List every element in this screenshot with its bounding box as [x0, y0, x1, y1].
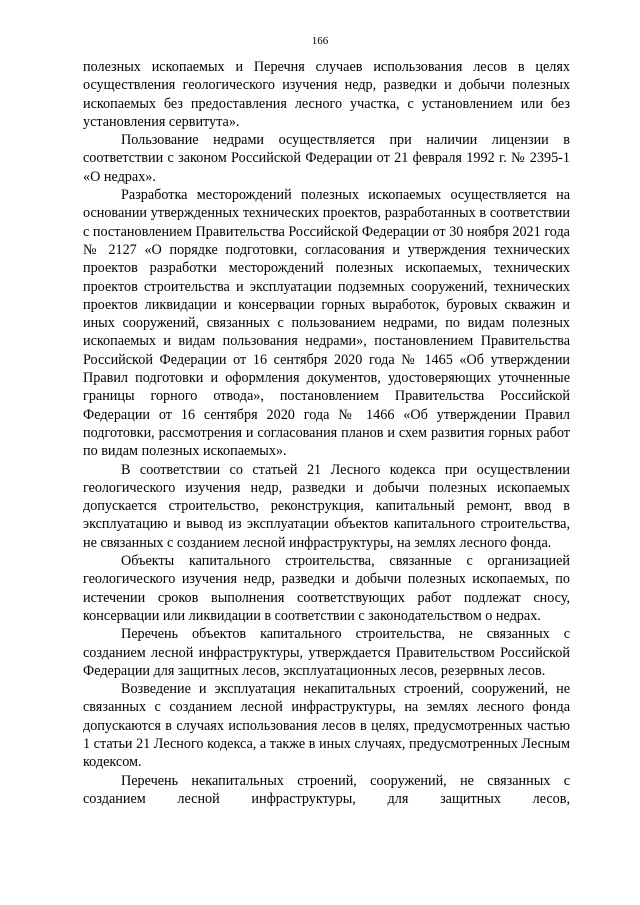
- paragraph-non-capital-structures: Возведение и эксплуатация некапитальных строений, сооружений, не связанных с созданием лесной инфраструктуры, на землях лесного фонда допускаются в случаях использования лесов в целях, предусмотренных частью 1 статьи 21 Лесного кодекса, а также в иных случаях, предусмотренных Лесным кодексом.: [83, 681, 570, 771]
- paragraph-capital-objects: Объекты капитального строительства, связанные с организацией геологического изучения недр, разведки и добычи полезных ископаемых, по истечении сроков выполнения соответствующих работ подлежат сносу, консервации или ликвидации в соответствии с законодательством о недрах.: [83, 553, 570, 624]
- page-number: 166: [311, 35, 329, 47]
- paragraph-subsoil-license: Пользование недрами осуществляется при наличии лицензии в соответствии с законом Российской Федерации от 21 февраля 1992 г. № 2395-1 «О недрах».: [83, 132, 570, 185]
- document-text: [83, 58, 570, 808]
- paragraph-non-capital-list: Перечень некапитальных строений, сооружений, не связанных с созданием лесной инфраструктуры, для защитных лесов,: [83, 772, 570, 807]
- paragraph-capital-objects-list: Перечень объектов капитального строительства, не связанных с созданием лесной инфраструктуры, утверждается Правительством Российской Федерации для защитных лесов, эксплуатационных лесов, резервных лесов.: [83, 626, 570, 679]
- paragraph-continued: полезных ископаемых и Перечня случаев использования лесов в целях осуществления геологического изучения недр, разведки и добычи полезных ископаемых без предоставления лесного участка, с установлением или без установления сервитута».: [83, 59, 570, 130]
- paragraph-deposit-development: Разработка месторождений полезных ископаемых осуществляется на основании утвержденных технических проектов, разработанных в соответствии с постановлением Правительства Российской Федерации от 30 ноября 2021 года № 2127 «О порядке подготовки, согласования и утверждения технических проектов разработки месторождений полезных ископаемых, технических проектов строительства и эксплуатации подземных сооружений, технических проектов ликвидации и консервации горных выработок, буровых скважин и иных сооружений, связанных с пользованием недрами, по видам полезных ископаемых и видам пользования недрами», постановлением Правительства Российской Федерации от 16 сентября 2020 года № 1465 «Об утверждении Правил подготовки и оформления документов, удостоверяющих уточненные границы горного отвода», постановлением Правительства Российской Федерации от 16 сентября 2020 года № 1466 «Об утверждении Правил подготовки, рассмотрения и согласования планов и схем развития горных работ по видам полезных ископаемых».: [83, 187, 570, 460]
- paragraph-article-21: В соответствии со статьей 21 Лесного кодекса при осуществлении геологического изучения недр, разведки и добычи полезных ископаемых допускается строительство, реконструкция, капитальный ремонт, ввод в эксплуатацию и вывод из эксплуатации объектов капитального строительства, не связанных с созданием лесной инфраструктуры, на землях лесного фонда.: [83, 461, 570, 551]
